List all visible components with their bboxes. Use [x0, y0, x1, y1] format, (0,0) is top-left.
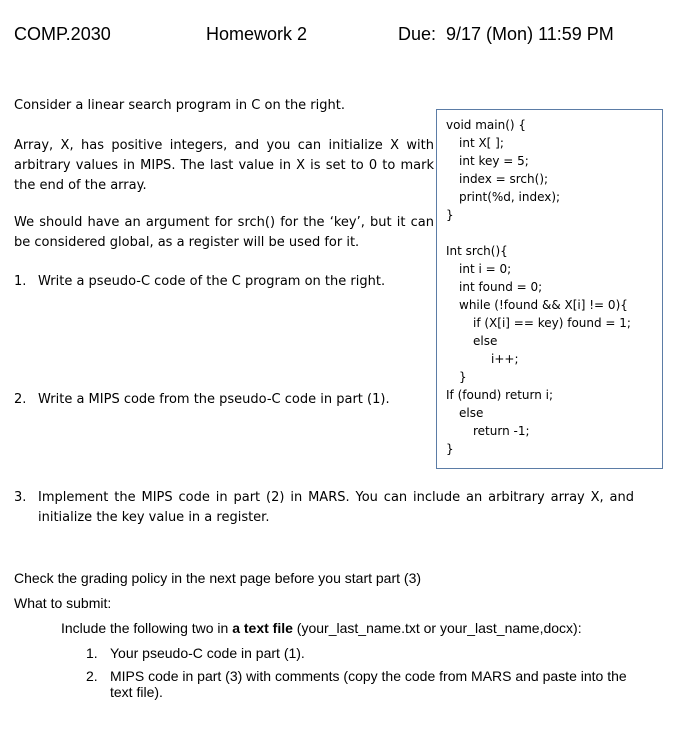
submit-item-1	[86, 643, 646, 663]
code-line: index = srch();	[459, 172, 549, 186]
question-text: Write a MIPS code from the pseudo-C code in part (1).	[38, 392, 390, 407]
code-line: else	[459, 406, 484, 420]
intro-text: Consider a linear search program in C on the right.	[14, 98, 345, 113]
code-box	[436, 109, 663, 469]
code-line: if (X[i] == key) found = 1;	[473, 316, 631, 330]
array-description: Array, X, has positive integers, and you can initialize X with arbitrary values in MIPS. The last value in X is set to 0 to mark the end of the array.	[14, 138, 434, 193]
code-line: Int srch(){	[446, 244, 508, 258]
homework-title: Homework 2	[206, 24, 308, 44]
code-line: return -1;	[473, 424, 530, 438]
submission-instructions	[61, 618, 582, 638]
grading-note: Check the grading policy in the next page before you start part (3)	[14, 570, 422, 586]
code-line: }	[459, 370, 467, 384]
due-date: Due: 9/17 (Mon) 11:59 PM	[398, 24, 614, 44]
item-number: 1.	[86, 645, 98, 661]
code-line: int i = 0;	[459, 262, 512, 276]
code-line: else	[473, 334, 498, 348]
code-line: print(%d, index);	[459, 190, 561, 204]
include-emphasis: a text file	[232, 620, 293, 636]
include-suffix: (your_last_name.txt or your_last_name,docx):	[292, 620, 582, 636]
code-line: If (found) return i;	[446, 388, 554, 402]
submission-heading: What to submit:	[14, 595, 112, 611]
code-line: int X[ ];	[459, 136, 504, 150]
question-text: Write a pseudo-C code of the C program on the right.	[38, 274, 386, 289]
question-number: 3.	[14, 490, 27, 505]
course-code: COMP.2030	[14, 24, 111, 44]
code-line: }	[446, 442, 454, 456]
code-line: i++;	[491, 352, 519, 366]
code-line: int key = 5;	[459, 154, 529, 168]
question-number: 1.	[14, 274, 27, 289]
question-3	[14, 488, 634, 528]
item-number: 2.	[86, 668, 98, 684]
code-line: while (!found && X[i] != 0){	[459, 298, 628, 312]
code-line: }	[446, 208, 454, 222]
include-prefix: Include the following two in	[61, 620, 233, 636]
item-text: Your pseudo-C code in part (1).	[110, 645, 305, 661]
key-description: We should have an argument for srch() for the ‘key’, but it can be considered global, as a register will be used for it.	[14, 215, 434, 250]
code-line: void main() {	[446, 118, 527, 132]
question-text: Implement the MIPS code in part (2) in MARS. You can include an arbitrary array X, and initialize the key value in a register.	[38, 490, 634, 525]
submit-item-2	[86, 668, 646, 700]
question-number: 2.	[14, 392, 27, 407]
code-line: int found = 0;	[459, 280, 543, 294]
item-text: MIPS code in part (3) with comments (copy the code from MARS and paste into the text file).	[110, 668, 627, 700]
